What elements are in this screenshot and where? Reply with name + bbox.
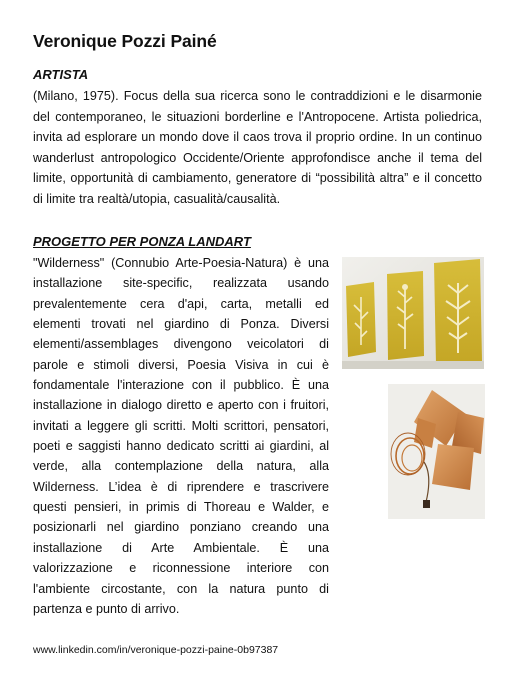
artist-section-label: ARTISTA	[33, 67, 89, 82]
project-section-label: PROGETTO PER PONZA LANDART	[33, 234, 251, 249]
artist-bio-text: (Milano, 1975). Focus della sua ricerca sono le contraddizioni e le disarmonie del contemporaneo, le situazioni borderline e l'Antropocene. Artista poliedrica, invita ad esplorare un mondo dove il caos trova il proprio ordine. In un continuo wanderlust antropologico Occidente/Oriente approfondisce anche il tema del limite, opportunità di cambiamento, generatore di “possibilità altra” e il concetto di limite tra realtà/utopia, casualità/causalità.	[33, 89, 482, 206]
beeswax-panels-photo	[342, 257, 484, 369]
copper-assemblage-photo	[388, 384, 485, 519]
page-title: Veronique Pozzi Painé	[33, 31, 217, 51]
project-description-text: "Wilderness" (Connubio Arte-Poesia-Natura) è una installazione site-specific, realizzata usando prevalentemente cera d'api, carta, metalli ed elementi trovati nel giardino di Ponza. Diversi elementi/assemblages divengono veicolatori di parole e stimoli diversi, Poesia Visiva in cui è fondamentale l'interazione con il pubblico. È una installazione in dialogo diretto e aperto con i fruitori, invitati a leggere gli scritti. Molti scrittori, pensatori, poeti e saggisti hanno dedicato scritti ai giardini, al verde, alla contemplazione della natura, alla Wilderness. L’idea è di riprendere e trascrivere questi pensieri, in primis di Thoreau e Walder, e posizionarli nel giardino ponziano creando una installazione di Arte Ambientale. È una valorizzazione e riconnessione interiore con l'ambiente circostante, con la natura punto di partenza e punto di arrivo.	[33, 256, 329, 616]
linkedin-link[interactable]: www.linkedin.com/in/veronique-pozzi-paine-0b97387	[33, 644, 279, 656]
